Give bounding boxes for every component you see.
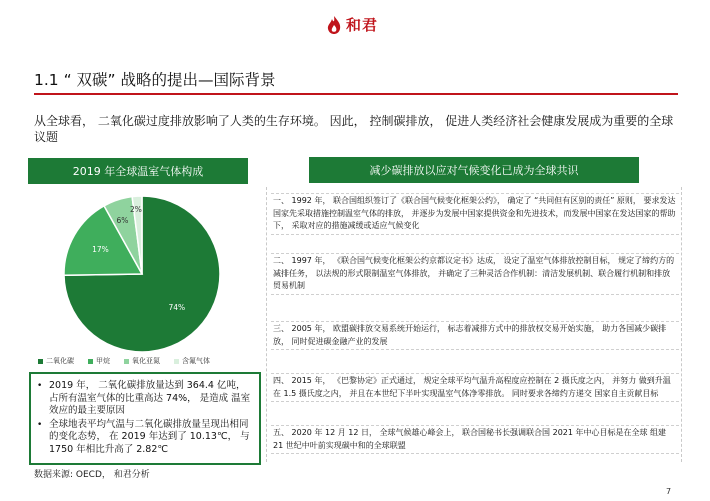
pie-data-label: 74% <box>168 302 186 312</box>
legend-swatch-icon <box>38 359 43 364</box>
legend-item <box>38 356 74 366</box>
left-summary-box <box>29 372 261 465</box>
legend-label: 二氧化碳 <box>46 357 74 365</box>
pie-data-label: 6% <box>116 215 129 225</box>
legend-label: 含氟气体 <box>182 357 210 365</box>
title-divider <box>34 93 678 95</box>
pie-data-label: 17% <box>92 244 109 254</box>
left-section-header: 2019 年全球温室气体构成 <box>28 158 248 184</box>
pie-chart-svg <box>32 192 252 352</box>
bullet-dot-icon: • <box>37 419 43 430</box>
legend-label: 氧化亚氮 <box>132 357 160 365</box>
legend-swatch-icon <box>124 359 129 364</box>
pie-chart <box>32 192 252 352</box>
chart-legend <box>38 356 210 366</box>
legend-label: 甲烷 <box>96 357 110 365</box>
page-title: 1.1 “ 双碳” 战略的提出—国际背景 <box>34 71 276 89</box>
bullet-dot-icon: • <box>37 381 43 391</box>
timeline-item-2015: 四、 2015 年， 《巴黎协定》正式通过， 规定全球平均气温升高程度应控制在 2 摄氏度之内， 并努力 做到升温在 1.5 摄氏度之内， 并且在本世纪下半叶实现温室气体净零排放。 同时要求各缔约方递交 国家自主贡献目标 <box>271 373 679 402</box>
logo <box>326 14 378 35</box>
summary-bullet <box>37 380 253 418</box>
legend-item <box>174 356 210 366</box>
intro-text: 从全球看， 二氧化碳过度排放影响了人类的生存环境。 因此， 控制碳排放， 促进人类经济社会健康发展成为重要的全球议题 <box>34 114 674 144</box>
logo-flame-icon <box>326 15 342 35</box>
page-number: 7 <box>666 487 672 496</box>
timeline-item-2020: 五、 2020 年 12 月 12 日， 全球气候雄心峰会上， 联合国秘书长强调联合国 2021 年中心目标是在全球 组建 21 世纪中叶前实现碳中和的全球联盟 <box>271 425 679 454</box>
timeline-panel <box>266 187 682 462</box>
timeline-item-2005: 三、 2005 年， 欧盟碳排放交易系统开始运行， 标志着减排方式中的排放权交易开始实施， 助力各国减少碳排放， 同时促进碳金融产业的发展 <box>271 321 679 350</box>
legend-swatch-icon <box>174 359 179 364</box>
data-source-note: 数据来源: OECD， 和君分析 <box>34 470 150 480</box>
logo-text: 和君 <box>346 16 379 34</box>
legend-item <box>124 356 160 366</box>
summary-bullet-text: 全球地表平均气温与二氧化碳排放量呈现出相同的变化态势， 在 2019 年达到了 10.13℃， 与 1750 年相比升高了 2.82℃ <box>49 418 250 455</box>
timeline-item-1997: 二、 1997 年， 《联合国气候变化框架公约京都议定书》达成， 设定了温室气体排放控制目标， 规定了缔约方的减排任务， 以法规的形式限制温室气体排放， 并确定了三种灵活合作机制：清洁发展机制、联合履行机制和排放贸易机制 <box>271 253 679 295</box>
legend-item <box>88 356 110 366</box>
pie-data-label: 2% <box>129 205 142 215</box>
right-section-header: 减少碳排放以应对气候变化已成为全球共识 <box>309 157 639 183</box>
legend-swatch-icon <box>88 359 93 364</box>
summary-bullet-text: 2019 年， 二氧化碳排放量达到 364.4 亿吨，占所有温室气体的比重高达 74%， 是造成 温室效应的最主要原因 <box>49 380 251 416</box>
timeline-item-1992: 一、 1992 年， 联合国组织签订了《联合国气候变化框架公约》， 确定了 “共同但有区别的责任” 原则， 要求发达国家先采取措施控制温室气体的排放， 并逐步为发展中国家提供资金和先进技术，而发展中国家在发达国家的帮助下， 采取对应的措施减缓或适应气候变化 <box>271 193 679 235</box>
summary-bullet <box>37 419 253 457</box>
